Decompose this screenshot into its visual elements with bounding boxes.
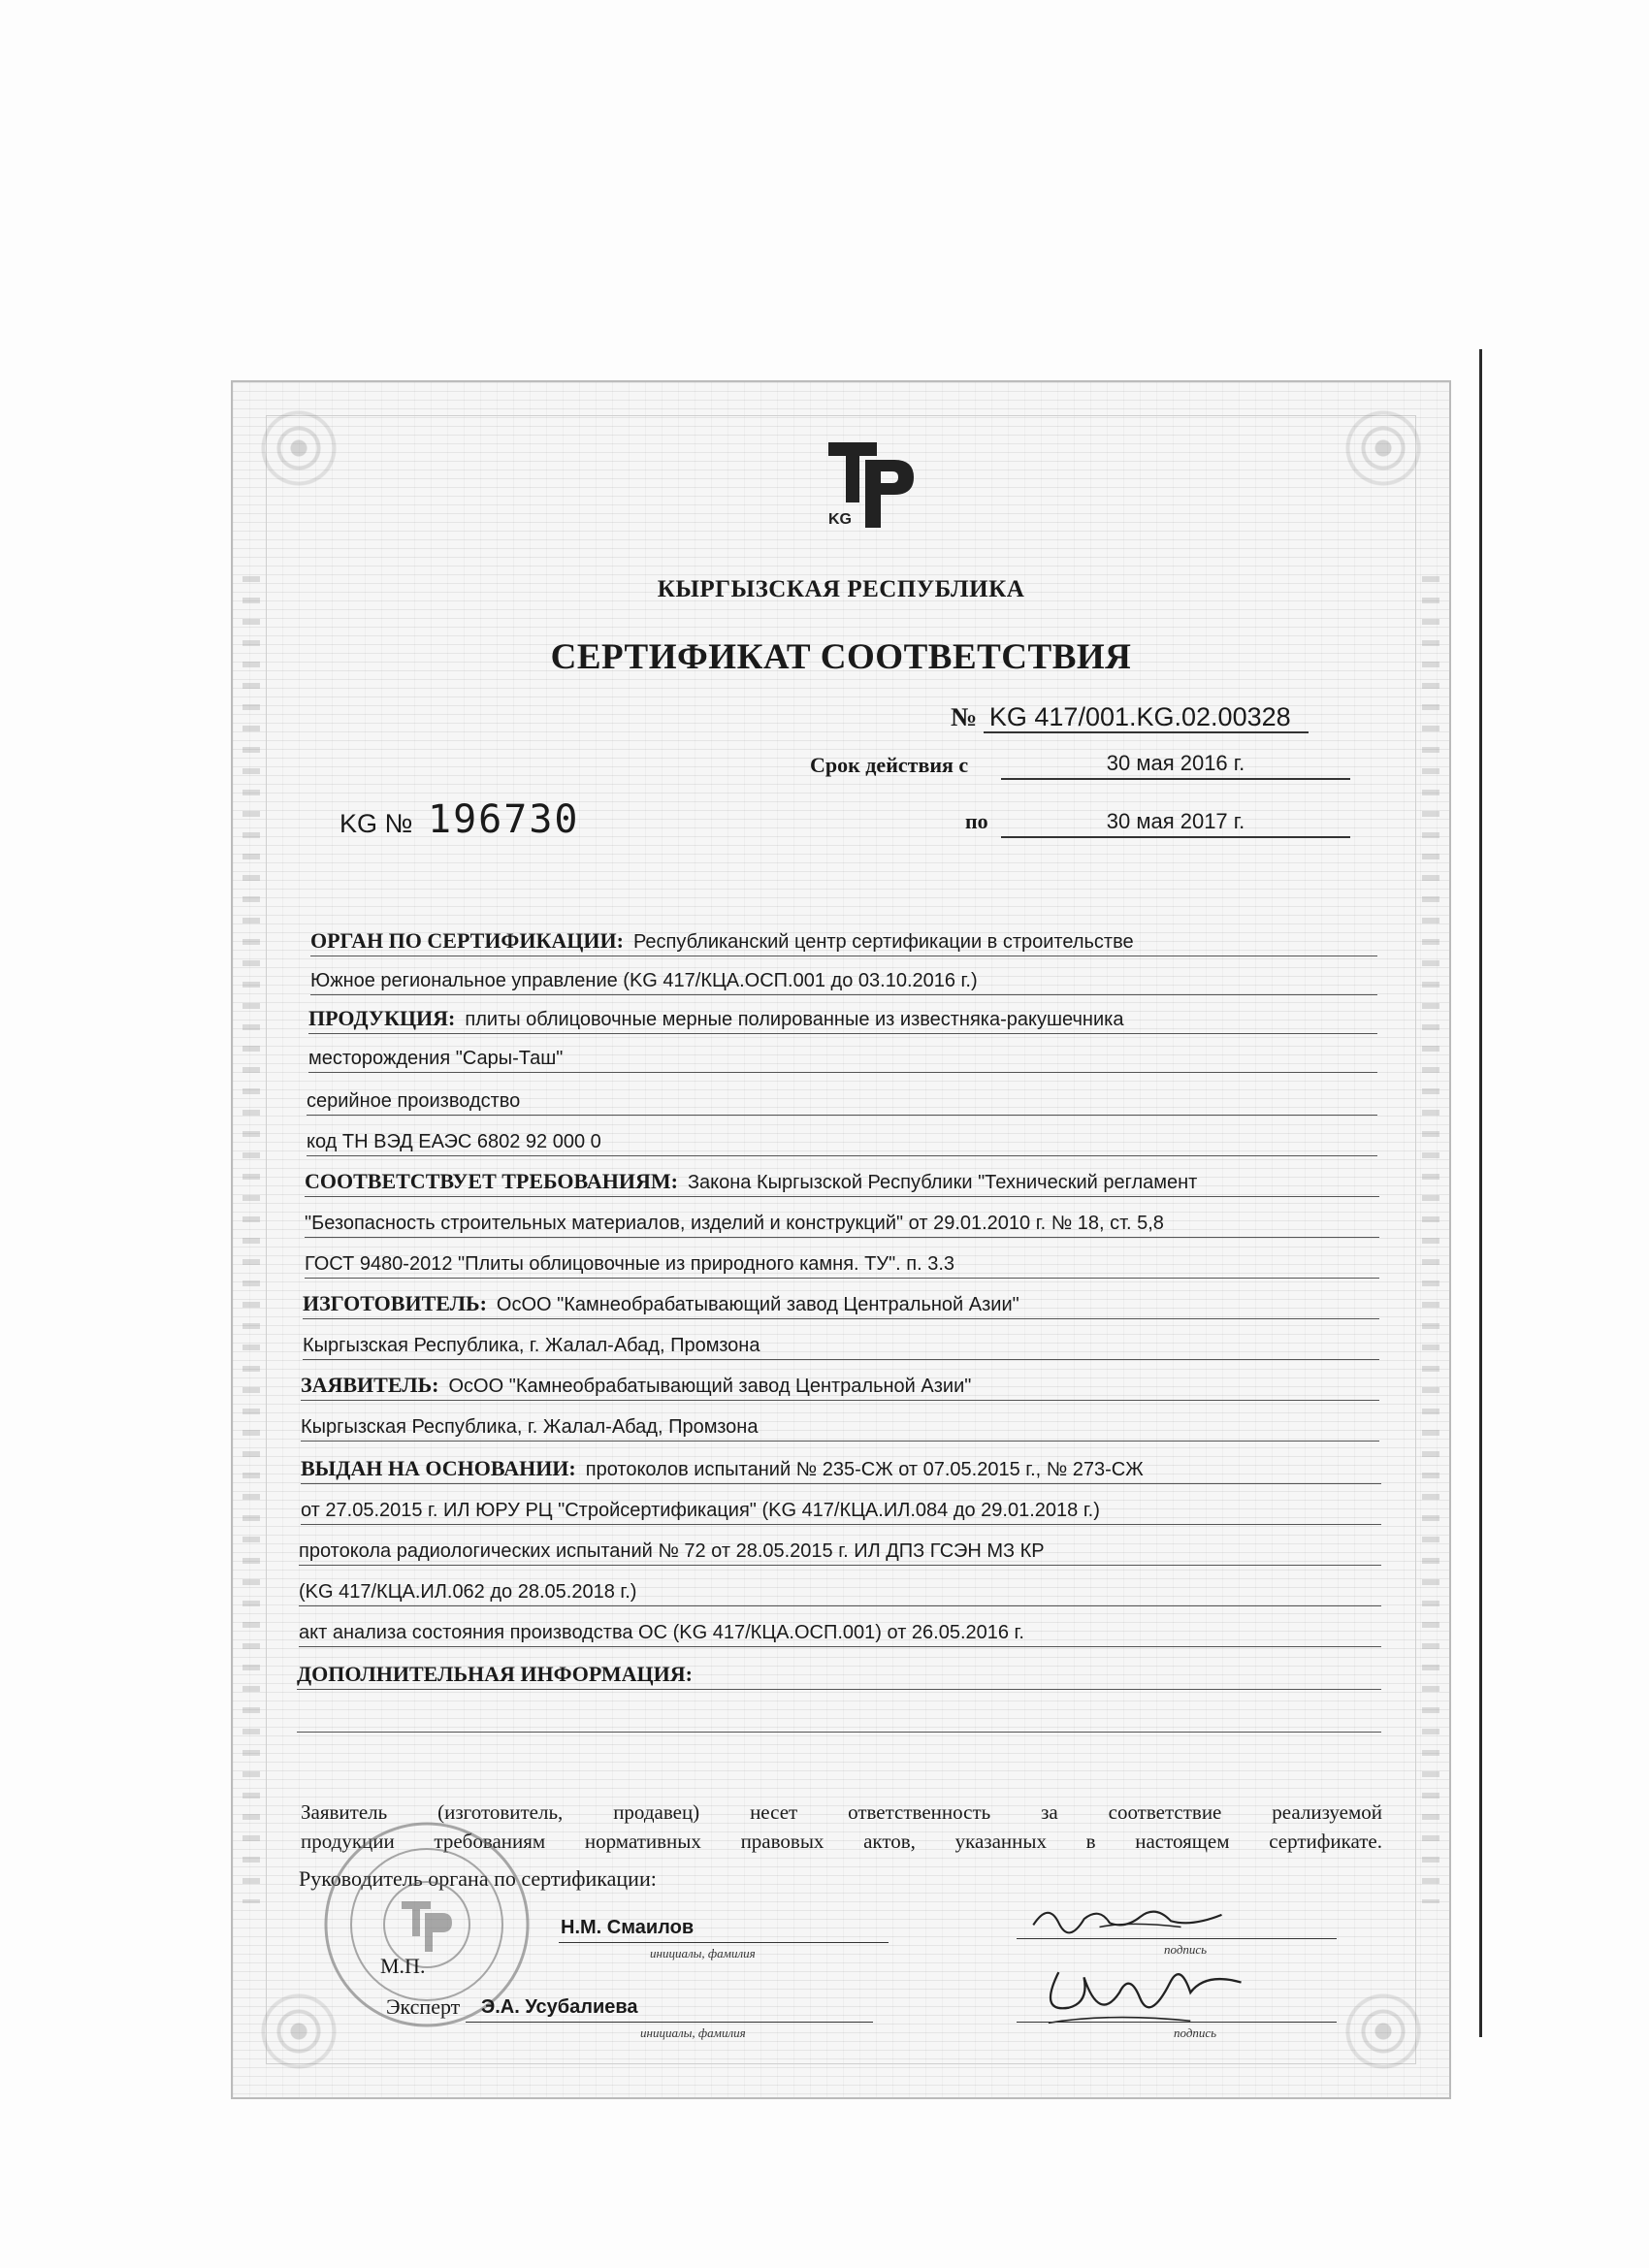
seal-place-label: М.П. [380,1954,426,1978]
applicant-line-2 [301,1410,1379,1442]
conforms-line-1 [305,1166,1379,1197]
disclaimer-line-2: продукции требованиям нормативных правовых актов, указанных в настоящем сертификате. [301,1830,1382,1853]
number-sign: № [951,702,978,731]
blank-serial-prefix: KG № [340,809,413,838]
head-signature-line [1017,1938,1337,1939]
head-name-line [559,1942,889,1943]
conforms-line-2 [305,1207,1379,1238]
head-of-body-label: Руководитель органа по сертификации: [299,1866,657,1891]
basis-line-2 [301,1494,1381,1525]
republic-heading: КЫРГЫЗСКАЯ РЕСПУБЛИКА [657,576,1025,602]
validity-to-date: 30 мая 2017 г. [1001,809,1350,838]
applicant-value: ОсОО "Камнеобрабатывающий завод Центральной Азии" [448,1376,972,1397]
head-signature-caption: подпись [1164,1942,1208,1957]
product-value-2: месторождения "Сары-Таш" [308,1048,564,1069]
product-code: код ТН ВЭД ЕАЭС 6802 92 000 0 [307,1131,601,1152]
conforms-value: Закона Кыргызской Республики "Технический регламент [687,1172,1198,1193]
conforms-line-3 [305,1247,1379,1279]
expert-signature-line [1017,2022,1337,2023]
product-line-2 [308,1042,1377,1073]
conforms-label: СООТВЕТСТВУЕТ ТРЕБОВАНИЯМ: [305,1169,678,1193]
product-label: ПРОДУКЦИЯ: [308,1006,456,1030]
product-value: плиты облицовочные мерные полированные из известняка-ракушечника [465,1009,1124,1030]
product-value-3: серийное производство [307,1090,521,1112]
conforms-value-3: ГОСТ 9480-2012 "Плиты облицовочные из природного камня. ТУ". п. 3.3 [305,1253,955,1275]
maker-label: ИЗГОТОВИТЕЛЬ: [303,1291,487,1315]
applicant-address: Кыргызская Республика, г. Жалал-Абад, Промзона [301,1416,759,1438]
expert-name-line [466,2022,873,2023]
basis-value-3: протокола радиологических испытаний № 72 от 28.05.2015 г. ИЛ ДПЗ ГСЭН МЗ КР [299,1540,1045,1562]
product-line-3 [307,1085,1377,1116]
product-line-4 [307,1125,1377,1156]
basis-line-4 [299,1575,1381,1606]
maker-address: Кыргызская Республика, г. Жалал-Абад, Промзона [303,1335,760,1356]
maker-line-2 [303,1329,1379,1360]
additional-info-label: ДОПОЛНИТЕЛЬНАЯ ИНФОРМАЦИЯ: [297,1662,693,1686]
validity-to-label: по [965,809,988,833]
basis-line-5 [299,1616,1381,1647]
expert-signature-caption: подпись [1174,2025,1217,2040]
basis-value-2: от 27.05.2015 г. ИЛ ЮРУ РЦ "Стройсертификация" (KG 417/КЦА.ИЛ.084 до 29.01.2018 г.) [301,1500,1100,1521]
product-line-1 [308,1003,1377,1034]
applicant-label: ЗАЯВИТЕЛЬ: [301,1373,439,1397]
certificate-number-value: KG 417/001.KG.02.00328 [984,702,1309,733]
basis-value-5: акт анализа состояния производства ОС (KG 417/КЦА.ОСП.001) от 26.05.2016 г. [299,1622,1024,1643]
validity-from-date: 30 мая 2016 г. [1001,751,1350,780]
head-initials-caption: инициалы, фамилия [650,1946,756,1960]
expert-name: Э.А. Усубалиева [481,1996,638,2018]
basis-line-3 [299,1535,1381,1566]
basis-value: протоколов испытаний № 235-СЖ от 07.05.2015 г., № 273-СЖ [585,1459,1144,1480]
basis-value-4: (KG 417/КЦА.ИЛ.062 до 28.05.2018 г.) [299,1581,637,1603]
expert-initials-caption: инициалы, фамилия [640,2025,746,2040]
organ-line-1 [310,925,1377,956]
head-signature-icon [1028,1895,1232,1938]
validity-from-label: Срок действия с [810,753,969,777]
head-name: Н.М. Смаилов [561,1917,695,1938]
conforms-value-2: "Безопасность строительных материалов, изделий и конструкций" от 29.01.2010 г. № 18, ст. 5,8 [305,1213,1164,1234]
additional-info-blank-line [297,1701,1381,1733]
organ-line-2 [310,964,1377,995]
svg-text:KG: KG [828,511,852,528]
organ-value: Республиканский центр сертификации в строительстве [632,931,1134,953]
basis-line-1 [301,1453,1381,1484]
maker-line-1 [303,1288,1379,1319]
maker-value: ОсОО "Камнеобрабатывающий завод Центральной Азии" [496,1294,1019,1315]
disclaimer-line-1: Заявитель (изготовитель, продавец) несет ответственность за соответствие реализуемой [301,1800,1382,1824]
organ-label: ОРГАН ПО СЕРТИФИКАЦИИ: [310,928,624,953]
additional-info-line [297,1659,1381,1690]
organ-value-2: Южное региональное управление (KG 417/КЦА.ОСП.001 до 03.10.2016 г.) [310,970,978,991]
certificate-sheet [231,380,1451,2099]
expert-label: Эксперт [386,1994,461,2019]
blank-serial-digits: 196730 [428,797,580,842]
applicant-line-1 [301,1370,1379,1401]
certificate-title: СЕРТИФИКАТ СООТВЕТСТВИЯ [550,637,1132,677]
basis-label: ВЫДАН НА ОСНОВАНИИ: [301,1456,576,1480]
scan-edge-line [1479,349,1482,2037]
